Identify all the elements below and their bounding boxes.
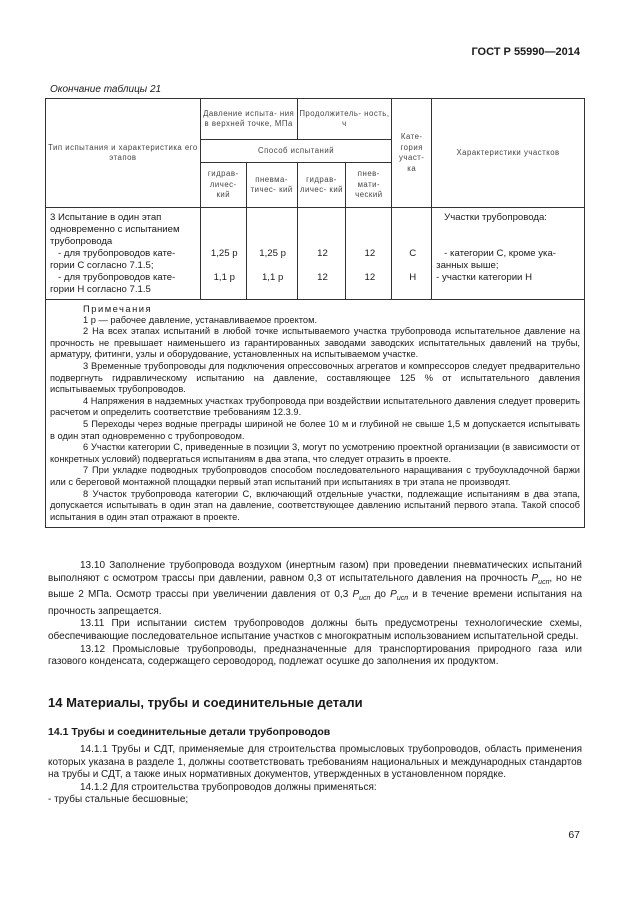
value-line [251, 284, 295, 296]
char-line: - категории С, кроме ука- [444, 248, 556, 259]
section-14-paragraphs [48, 744, 582, 807]
value-line [350, 260, 389, 272]
header-characteristics: Характеристики участков [432, 99, 585, 208]
value-line [302, 236, 344, 248]
char-line [436, 236, 580, 248]
header-test-type: Тип испытания и характеристика его этапов [46, 99, 201, 208]
text-span: и в течение времени испытания на прочность запрещается. [48, 589, 583, 617]
paragraph-14-1-1: 14.1.1 Трубы и СДТ, применяемые для строительства промысловых трубопроводов, область применения которых указана в разделе 1, должны соответствовать требованиям национальных и международных стандартов на трубы и СДТ, а также иных нормативных документов, утвержденных в установленном порядке. [48, 744, 582, 781]
value-line [302, 260, 344, 272]
value-line [302, 284, 344, 296]
table-notes [46, 300, 585, 528]
symbol-p: Р [352, 589, 360, 601]
notes-title: Примечания [83, 303, 153, 314]
value-line [251, 260, 295, 272]
header-category: Кате- гория участ- ка [392, 99, 432, 208]
paragraph-13-11: 13.11 При испытании систем трубопроводов должны быть предусмотрены технологические схемы, обеспечивающие последовательное испытание участков с многократным использованием испытательной среды. [48, 618, 582, 642]
document-id: ГОСТ Р 55990—2014 [471, 46, 580, 58]
value-line [396, 284, 429, 296]
cell-pressure-hydraulic [200, 208, 246, 300]
desc-line: одновременно с испытанием [50, 224, 180, 235]
cell-characteristics [432, 208, 585, 300]
value-line [251, 236, 295, 248]
value-line [350, 212, 389, 224]
desc-line: - для трубопроводов кате- [58, 248, 176, 259]
header-pneumatic: пневма- тичес- кий [246, 163, 297, 208]
note-7: 7 При укладке подводных трубопроводов способом последовательного наращивания с трубоукладочной баржи или с береговой монтажной площадки первый этап испытаний при испытаниях в три этапа не производят. [50, 465, 580, 487]
value-line [205, 236, 244, 248]
section-13-paragraphs [48, 560, 582, 669]
value-line [350, 236, 389, 248]
value-line [251, 212, 295, 224]
value-line: 12 [317, 272, 328, 283]
note-6: 6 Участки категории С, приведенные в позиции 3, могут по усмотрению проектной организации (в зависимости от конкретных условий) подвергаться испытаниям в два этапа, что следует отразить в проекте. [50, 442, 580, 464]
desc-line: 3 Испытание в один этап [50, 212, 162, 223]
value-line: Н [409, 272, 417, 283]
value-line: С [409, 248, 417, 259]
value-line: 12 [364, 272, 376, 283]
header-duration: Продолжитель- ность, ч [297, 99, 392, 140]
header-hydraulic: гидрав- личес- кий [200, 163, 246, 208]
note-2: 2 На всех этапах испытаний в любой точке испытываемого участка трубопровода испытательное давление на прочность не превышает наименьшего из гарантированных заводами заводских испытательных давлений на трубы, арматуру, фитинги, узлы и оборудование, установленных на испытываемом участке. [50, 326, 580, 360]
list-item: - трубы стальные бесшовные; [48, 794, 189, 806]
header-pressure: Давление испыта- ния в верхней точке, МПа [200, 99, 297, 140]
value-line [396, 212, 429, 224]
char-line: Участки трубопровода: [444, 212, 547, 223]
text-span: до [374, 589, 386, 601]
paragraph-13-12: 13.12 Промысловые трубопроводы, предназначенные для транспортирования природного газа или газового конденсата, содержащего сероводород, подлежат осушке до заполнения их продуктом. [48, 643, 582, 668]
value-line: 12 [317, 248, 328, 259]
char-line: занных выше; [436, 260, 499, 271]
paragraph-13-10 [48, 560, 582, 618]
symbol-p: Р [531, 572, 539, 584]
section-heading-14: 14 Материалы, трубы и соединительные детали [48, 695, 363, 710]
text-span: , но не выше 2 МПа. Осмотр трассы при увеличении давления от 0,3 [48, 572, 582, 601]
table-21 [45, 98, 585, 528]
note-5: 5 Переходы через водные преграды шириной не более 10 м и глубиной не свыше 1,5 м допускается испытывать в один этап одновременно с трубопроводом. [50, 418, 580, 441]
cell-category [392, 208, 432, 300]
value-line [302, 212, 344, 224]
value-line [350, 284, 389, 296]
symbol-subscript: исп [396, 595, 409, 603]
desc-line: гории Н согласно 7.1.5 [50, 284, 151, 295]
text-span: 13.10 Заполнение трубопровода воздухом (инертным газом) при проведении пневматических испытаний выполняют с осмотром трассы при давлении, равном 0,3 от испытательного давления на прочность [48, 560, 582, 584]
value-line [205, 224, 244, 236]
symbol-subscript: исп [359, 595, 371, 603]
value-line [396, 260, 429, 272]
page-number: 67 [568, 829, 580, 841]
header-test-method: Способ испытаний [200, 140, 391, 163]
char-line [436, 284, 580, 296]
value-line: 12 [364, 248, 376, 259]
value-line [350, 224, 389, 236]
desc-line: гории С согласно 7.1.5; [50, 260, 154, 271]
value-line [205, 284, 244, 296]
value-line [396, 236, 429, 248]
value-line [205, 260, 244, 272]
desc-line: - для трубопроводов кате- [58, 272, 176, 283]
row-test-description [46, 208, 201, 300]
cell-duration-hydraulic [297, 208, 346, 300]
note-4: 4 Напряжения в надземных участках трубопровода при воздействии испытательного давления следует проверить расчетом и определить соответствие требованиям 12.3.9. [50, 395, 580, 418]
symbol-p: Р [390, 589, 397, 601]
note-1: 1 р — рабочее давление, устанавливаемое проектом. [83, 314, 318, 325]
symbol-subscript: исп [538, 578, 550, 586]
value-line: 1,25 р [259, 248, 286, 259]
header-pneumatic-duration: пнев- мати- ческий [346, 163, 392, 208]
value-line [396, 224, 429, 236]
subsection-heading-14-1: 14.1 Трубы и соединительные детали трубопроводов [48, 726, 331, 738]
value-line: 1,1 р [213, 272, 235, 283]
value-line [251, 224, 295, 236]
value-line: 1,1 р [261, 272, 284, 283]
desc-line: трубопровода [50, 236, 113, 247]
cell-duration-pneumatic [346, 208, 392, 300]
header-hydraulic-duration: гидрав- личес- кий [297, 163, 346, 208]
cell-pressure-pneumatic [246, 208, 297, 300]
value-line: 1,25 р [210, 248, 238, 259]
paragraph-14-1-2: 14.1.2 Для строительства трубопроводов должны применяться: [80, 781, 377, 793]
char-line [436, 224, 580, 236]
note-8: 8 Участок трубопровода категории С, включающий отдельные участки, подлежащие испытаниям в два этапа, допускается испытывать в один этап на давление, соответствующее давлению испытаний первого этапа. Такой способ испытания в один этап отражают в проекте. [50, 488, 580, 522]
char-line: - участки категории Н [436, 272, 533, 283]
note-3: 3 Временные трубопроводы для подключения опрессовочных агрегатов и компрессоров следует предварительно подвергнуть гидравлическому испытанию на давление, составляющее 125 % от испытательного давления испытываемых трубопроводов. [50, 360, 580, 395]
table-caption: Окончание таблицы 21 [50, 84, 162, 95]
value-line [302, 224, 344, 236]
value-line [205, 212, 244, 224]
